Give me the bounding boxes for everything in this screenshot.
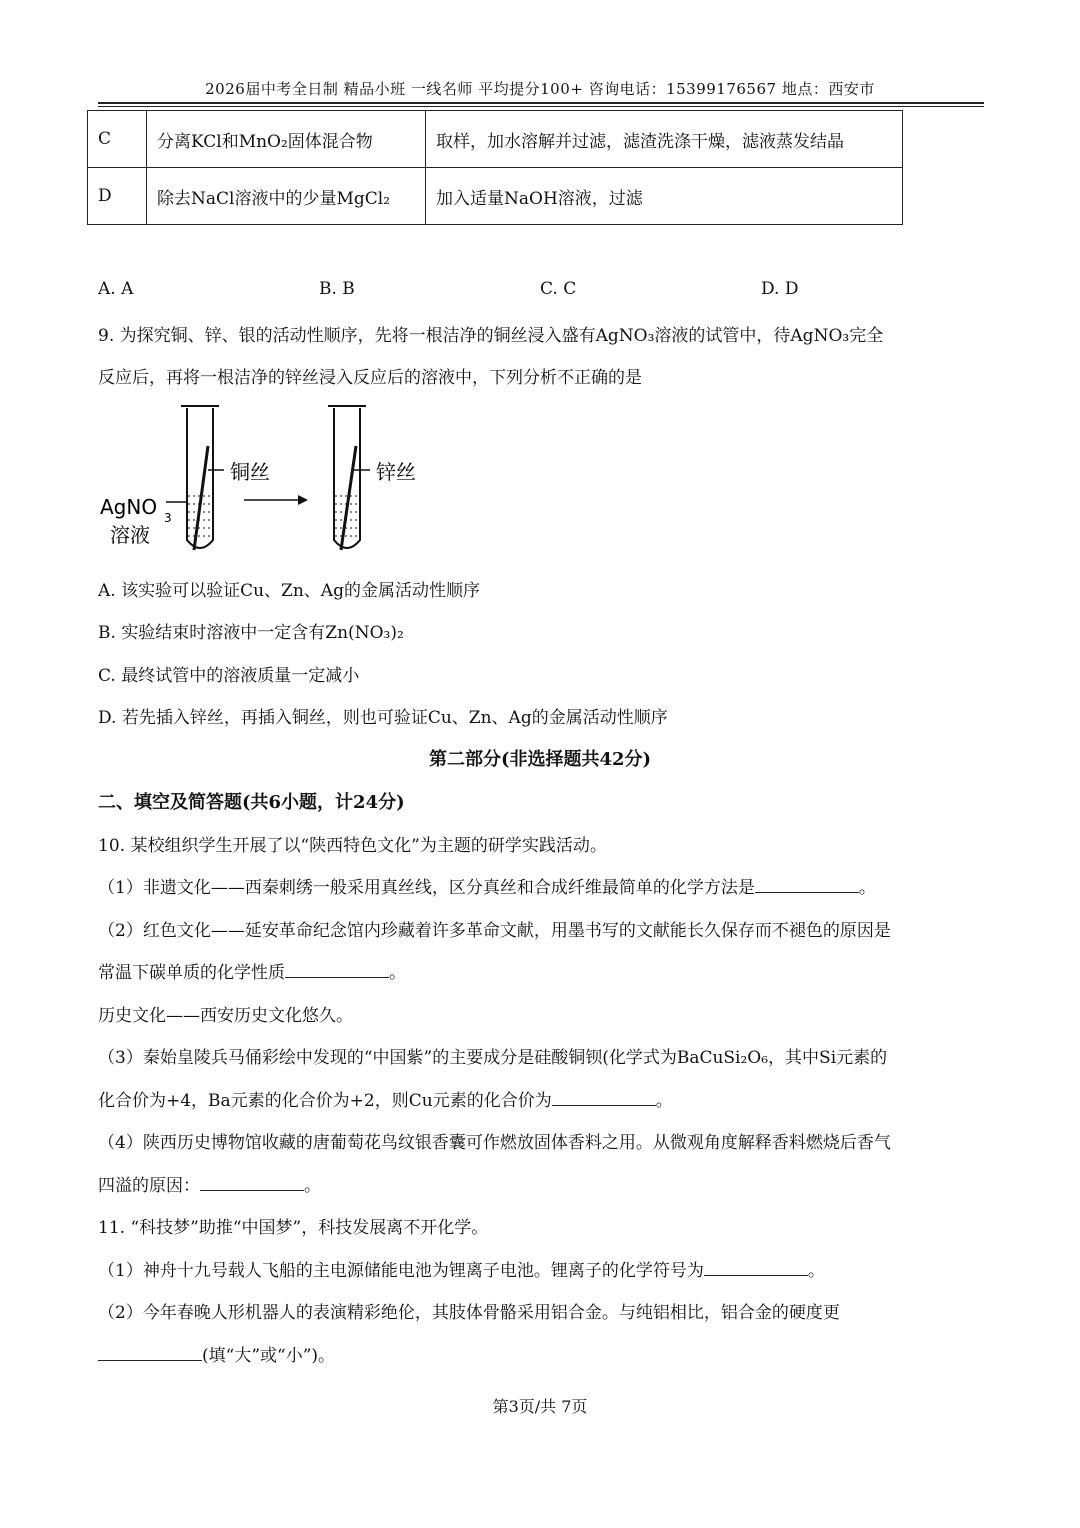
arrow-head xyxy=(298,495,308,505)
test-tube-figure xyxy=(96,400,436,560)
q9-stem-line2: 反应后，再将一根洁净的锌丝浸入反应后的溶液中，下列分析不正确的是 xyxy=(98,368,642,388)
q11-stem: 11. “科技梦”助推“中国梦”，科技发展离不开化学。 xyxy=(98,1218,489,1238)
q9-option-d: D. 若先插入锌丝，再插入铜丝，则也可验证Cu、Zn、Ag的金属活动性顺序 xyxy=(98,708,668,728)
method-cell: 取样，加水溶解并过滤，滤渣洗涤干燥，滤液蒸发结晶 xyxy=(426,111,903,168)
zn-wire-label: 锌丝 xyxy=(376,460,416,484)
header-rule-thin xyxy=(98,106,984,107)
q9-stem-line1: 9. 为探究铜、锌、银的活动性顺序，先将一根洁净的铜丝浸入盛有AgNO₃溶液的试管中，待AgNO₃完全 xyxy=(98,326,884,346)
q10-part3-line2: 化合价为+4，Ba元素的化合价为+2，则Cu元素的化合价为 。 xyxy=(98,1091,673,1111)
solution-label-formula: AgNO xyxy=(100,495,158,519)
q11-part2-line1: （2）今年春晚人形机器人的表演精彩绝伦，其肢体骨骼采用铝合金。与纯铝相比，铝合金的硬度更 xyxy=(98,1303,840,1323)
tube-right xyxy=(328,406,366,548)
option-cell: D xyxy=(88,168,147,225)
section2-title: 二、填空及简答题(共6小题，计24分) xyxy=(98,792,405,813)
answer-blank[interactable] xyxy=(200,1174,304,1191)
table-row xyxy=(88,168,903,225)
q9-option-a: A. 该实验可以验证Cu、Zn、Ag的金属活动性顺序 xyxy=(98,581,480,601)
part2-title: 第二部分(非选择题共42分) xyxy=(428,749,652,770)
q10-stem: 10. 某校组织学生开展了以“陕西特色文化”为主题的研学实践活动。 xyxy=(98,836,607,856)
copper-wire xyxy=(194,446,208,550)
q9-option-b: B. 实验结束时溶液中一定含有Zn(NO₃)₂ xyxy=(98,623,404,643)
header-rule-thick xyxy=(98,102,984,104)
q10-history: 历史文化——西安历史文化悠久。 xyxy=(98,1006,353,1026)
answer-blank[interactable] xyxy=(704,1259,808,1276)
q10-part1: （1）非遗文化——西秦刺绣一般采用真丝线，区分真丝和合成纤维最简单的化学方法是 。 xyxy=(98,878,876,898)
q10-part3-line1: （3）秦始皇陵兵马俑彩绘中发现的“中国紫”的主要成分是硅酸铜钡(化学式为BaCuSi₂O₆，其中Si元素的 xyxy=(98,1048,888,1068)
cu-wire-label: 铜丝 xyxy=(230,460,270,484)
q10-part4-line1: （4）陕西历史博物馆收藏的唐葡萄花鸟纹银香囊可作燃放固体香料之用。从微观角度解释香料燃烧后香气 xyxy=(98,1133,891,1153)
choice-d: D. D xyxy=(761,279,799,299)
option-cell: C xyxy=(88,111,147,168)
choice-c: C. C xyxy=(540,279,577,299)
choice-b: B. B xyxy=(319,279,355,299)
choice-a: A. A xyxy=(98,279,134,299)
task-cell: 分离KCl和MnO₂固体混合物 xyxy=(147,111,426,168)
q11-part1: （1）神舟十九号载人飞船的主电源储能电池为锂离子电池。锂离子的化学符号为 。 xyxy=(98,1261,825,1281)
task-cell: 除去NaCl溶液中的少量MgCl₂ xyxy=(147,168,426,225)
q9-option-c: C. 最终试管中的溶液质量一定减小 xyxy=(98,666,360,686)
answer-blank[interactable] xyxy=(285,961,389,978)
page-header: 2026届中考全日制 精品小班 一线名师 平均提分100+ 咨询电话：15399176567 地点：西安市 xyxy=(205,80,875,98)
answer-blank[interactable] xyxy=(552,1089,656,1106)
zinc-wire xyxy=(341,446,356,550)
solution-label-subscript: 3 xyxy=(164,511,172,525)
answer-blank[interactable] xyxy=(755,876,859,893)
q11-part2-line2: (填“大”或“小”)。 xyxy=(98,1341,335,1366)
answer-blank[interactable] xyxy=(98,1344,202,1361)
page-footer: 第3页/共 7页 xyxy=(492,1397,588,1416)
solution-label-name: 溶液 xyxy=(110,523,150,547)
tube-left xyxy=(181,406,219,548)
options-table xyxy=(87,110,903,225)
q10-part2-line2: 常温下碳单质的化学性质 。 xyxy=(98,963,406,983)
table-row xyxy=(88,111,903,168)
method-cell: 加入适量NaOH溶液，过滤 xyxy=(426,168,903,225)
q10-part2-line1: （2）红色文化——延安革命纪念馆内珍藏着许多革命文献，用墨书写的文献能长久保存而不褪色的原因是 xyxy=(98,921,891,941)
q10-part4-line2: 四溢的原因： 。 xyxy=(98,1176,321,1196)
